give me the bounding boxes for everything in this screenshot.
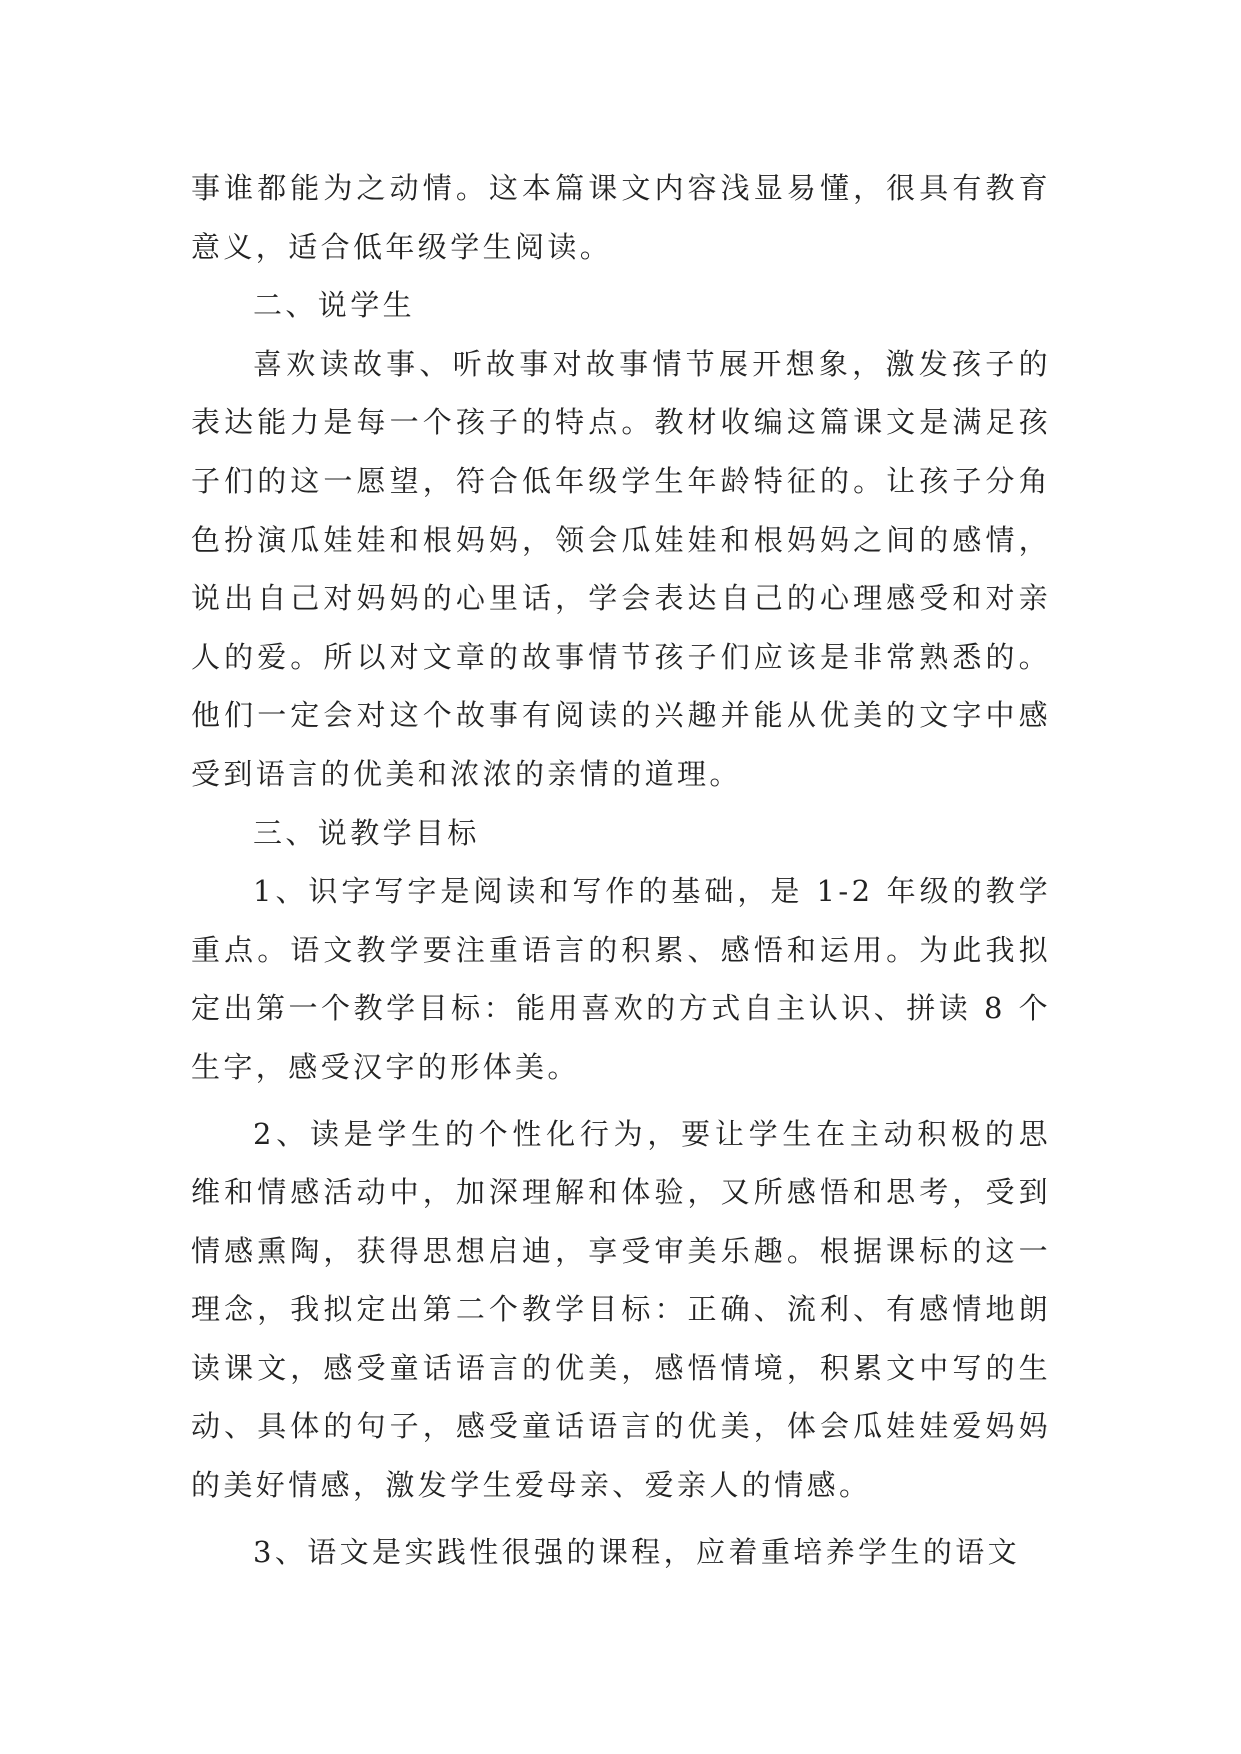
document-body — [191, 159, 1051, 1581]
paragraph-students: 喜欢读故事、听故事对故事情节展开想象，激发孩子的表达能力是每一个孩子的特点。教材收编这篇课文是满足孩子们的这一愿望，符合低年级学生年龄特征的。让孩子分角色扮演瓜娃娃和根妈妈，领会瓜娃娃和根妈妈之间的感情，说出自己对妈妈的心里话，学会表达自己的心理感受和对亲人的爱。所以对文章的故事情节孩子们应该是非常熟悉的。他们一定会对这个故事有阅读的兴趣并能从优美的文字中感受到语言的优美和浓浓的亲情的道理。 — [191, 346, 1051, 791]
heading-section-3: 三、说教学目标 — [253, 815, 480, 850]
paragraph-goal-3: 3、语文是实践性很强的课程，应着重培养学生的语文 — [253, 1534, 1021, 1569]
paragraph-intro-continued: 事谁都能为之动情。这本篇课文内容浅显易懂，很具有教育意义，适合低年级学生阅读。 — [191, 171, 1051, 264]
heading-section-2: 二、说学生 — [253, 288, 416, 323]
paragraph-goal-2: 2、读是学生的个性化行为，要让学生在主动积极的思维和情感活动中，加深理解和体验，又所感悟和思考，受到情感熏陶，获得思想启迪，享受审美乐趣。根据课标的这一理念，我拟定出第二个教学目标：正确、流利、有感情地朗读课文，感受童话语言的优美，感悟情境，积累文中写的生动、具体的句子，感受童话语言的优美，体会瓜娃娃爱妈妈的美好情感，激发学生爱母亲、爱亲人的情感。 — [191, 1116, 1051, 1503]
paragraph-goal-1: 1、识字写字是阅读和写作的基础，是 1-2 年级的教学重点。语文教学要注重语言的积累、感悟和运用。为此我拟定出第一个教学目标：能用喜欢的方式自主认识、拼读 8 个生字，感受汉字的形体美。 — [191, 874, 1051, 1084]
